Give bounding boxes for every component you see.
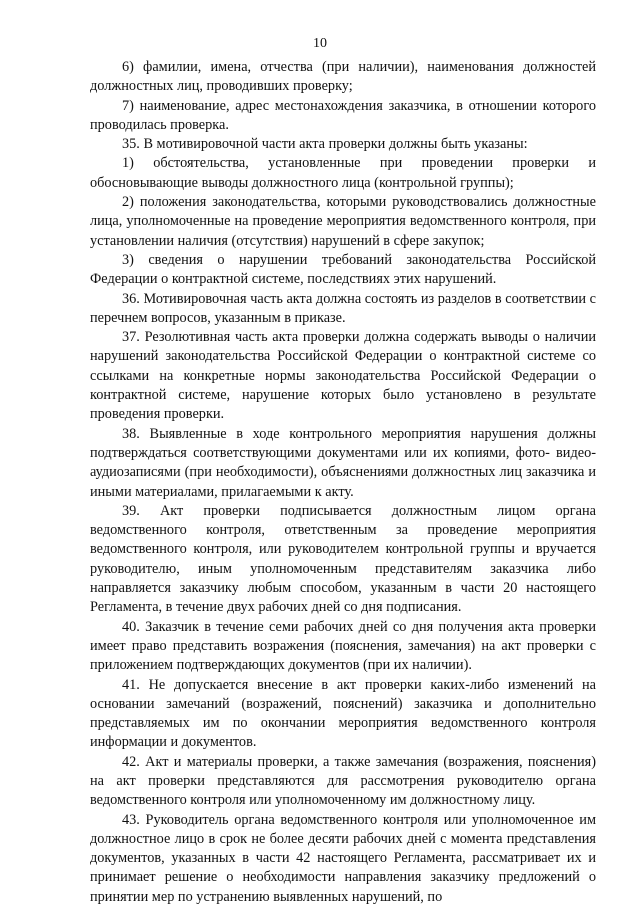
paragraph-39: 39. Акт проверки подписывается должностным лицом органа ведомственного контроля, ответственным за проведение мероприятия ведомственного контроля, или руководителем контрольной группы и вручается руководителю, иным уполномоченным представителям заказчика либо направляется заказчику любым способом, указанным в части 20 настоящего Регламента, в течение двух рабочих дней со дня подписания. bbox=[90, 502, 596, 616]
paragraph-35-item-3: 3) сведения о нарушении требований законодательства Российской Федерации о контрактной системе, последствиях этих нарушений. bbox=[90, 251, 596, 288]
paragraph-item-6-names: 6) фамилии, имена, отчества (при наличии), наименования должностей должностных лиц, проводивших проверку; bbox=[90, 59, 596, 95]
paragraph-40: 40. Заказчик в течение семи рабочих дней со дня получения акта проверки имеет право представить возражения (пояснения, замечания) на акт проверки с приложением подтверждающих документов (при их наличии). bbox=[90, 618, 596, 674]
paragraph-42: 42. Акт и материалы проверки, а также замечания (возражения, пояснения) на акт проверки представляются для рассмотрения руководителю органа ведомственного контроля или уполномоченному им должностному лицу. bbox=[90, 753, 596, 809]
paragraph-41: 41. Не допускается внесение в акт проверки каких-либо изменений на основании замечаний (возражений, пояснений) заказчика и дополнительно представляемых им по окончании мероприятия ведомственного контроля информации и документов. bbox=[90, 676, 596, 751]
paragraph-43: 43. Руководитель органа ведомственного контроля или уполномоченное им должностное лицо в срок не более десяти рабочих дней с момента представления документов, указанных в части 42 настоящего Регламента, рассматривает их и принимает решение о необходимости направления заказчику предложений о принятии мер по устранению выявленных нарушений, по bbox=[90, 811, 596, 905]
paragraph-35-item-1: 1) обстоятельства, установленные при проведении проверки и обосновывающие выводы должностного лица (контрольной группы); bbox=[90, 155, 596, 191]
paragraph-37: 37. Резолютивная часть акта проверки должна содержать выводы о наличии нарушений законодательства Российской Федерации о контрактной системе со ссылками на конкретные нормы законодательства Российской Федерации о контрактной системе, нарушение которых было установлено в результате проведения проверки. bbox=[90, 329, 596, 423]
paragraph-item-7-customer: 7) наименование, адрес местонахождения заказчика, в отношении которого проводилась проверка. bbox=[90, 97, 596, 133]
paragraph-35-item-2: 2) положения законодательства, которыми руководствовались должностные лица, уполномоченные на проведение мероприятия ведомственного контроля, при установлении наличия (отсутствия) нарушений в сфере закупок; bbox=[90, 194, 596, 249]
paragraph-38: 38. Выявленные в ходе контрольного мероприятия нарушения должны подтверждаться соответствующими документами или их копиями, фото- видео-аудиозаписями (при необходимости), объяснениями должностных лиц заказчика и иными материалами, прилагаемыми к акту. bbox=[90, 425, 596, 500]
paragraph-36: 36. Мотивировочная часть акта должна состоять из разделов в соответствии с перечнем вопросов, указанным в приказе. bbox=[90, 290, 596, 326]
paragraph-35: 35. В мотивировочной части акта проверки должны быть указаны: bbox=[122, 136, 528, 153]
page-number: 10 bbox=[313, 36, 327, 51]
document-body bbox=[90, 58, 596, 907]
